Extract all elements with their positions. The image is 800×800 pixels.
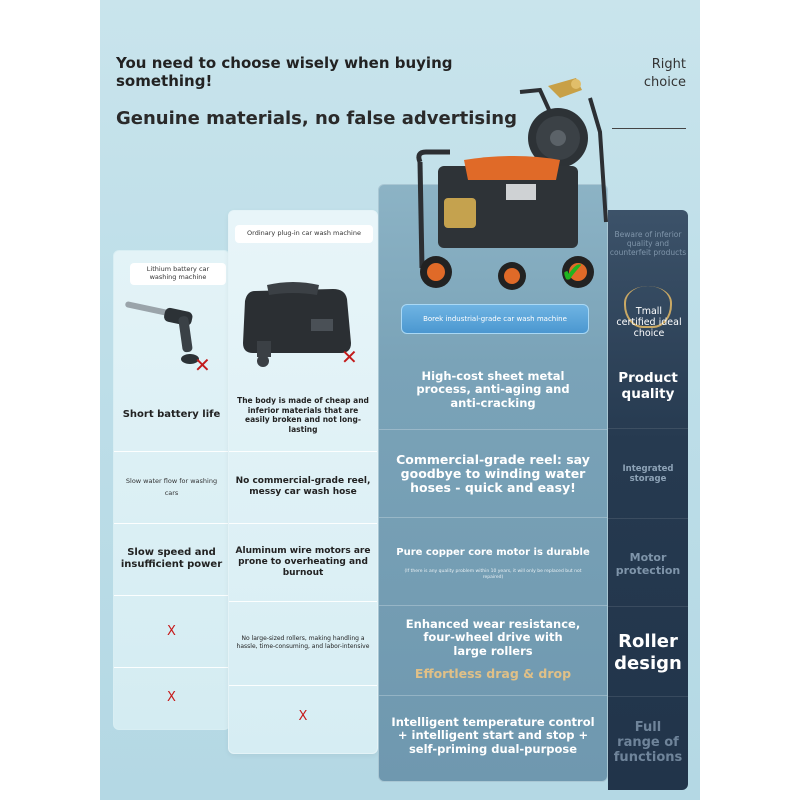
headline-genuine-materials: Genuine materials, no false advertising xyxy=(116,108,517,129)
borek-row-5: Intelligent temperature control + intelligent start and stop + self-priming dual-purpose xyxy=(391,714,595,756)
plugin-row-4: No large-sized rollers, making handling a hassle, time-consuming, and labor-intensive xyxy=(236,635,370,650)
background xyxy=(100,0,700,800)
feature-product-quality: Product quality xyxy=(618,370,678,402)
right-choice-label: Right choice xyxy=(643,57,686,90)
tmall-certified-label: Tmall certified ideal choice xyxy=(616,306,682,339)
borek-column-label: Borek industrial-grade car wash machine xyxy=(401,304,589,334)
features-column xyxy=(608,210,688,790)
lithium-column xyxy=(113,250,230,730)
beware-note: Beware of inferior quality and counterfeit products xyxy=(609,230,687,257)
lithium-row-3: Slow speed and insufficient power xyxy=(120,547,223,570)
lithium-row-4-x: X xyxy=(167,623,176,639)
row-divider xyxy=(608,696,688,697)
plugin-column xyxy=(228,210,378,754)
borek-row-2: Commercial-grade reel: say goodbye to winding water hoses - quick and easy! xyxy=(396,452,590,495)
lithium-column-label: Lithium battery car washing machine xyxy=(130,263,226,285)
plugin-column-label: Ordinary plug-in car wash machine xyxy=(235,225,373,243)
red-x-icon: ✕ xyxy=(341,345,358,369)
borek-row-4-highlight: Effortless drag & drop xyxy=(414,665,572,681)
red-x-icon: ✕ xyxy=(194,353,211,377)
plugin-row-2: No commercial-grade reel, messy car wash hose xyxy=(235,476,371,497)
borek-row-3: Pure copper core motor is durable xyxy=(396,546,590,558)
row-divider xyxy=(379,695,607,696)
row-divider xyxy=(379,605,607,606)
lithium-row-1: Short battery life xyxy=(122,409,221,420)
plugin-row-1: The body is made of cheap and inferior materials that are easily broken and not long-lasting xyxy=(237,396,369,434)
feature-full-range: Full range of functions xyxy=(613,719,683,765)
lithium-row-2: Slow water flow for washing cars xyxy=(125,477,218,497)
borek-row-4: Enhanced wear resistance, four-wheel drive with large rollers xyxy=(405,616,581,658)
feature-integrated-storage: Integrated storage xyxy=(622,464,674,484)
borek-row-3-note: (If there is any quality problem within 10 years, it will only be replaced but not repaired) xyxy=(404,569,582,580)
plugin-row-3: Aluminum wire motors are prone to overheating and burnout xyxy=(235,545,371,578)
feature-motor-protection: Motor protection xyxy=(615,551,681,577)
row-divider xyxy=(379,517,607,518)
row-divider xyxy=(608,428,688,429)
plugin-row-5-x: X xyxy=(298,708,308,724)
feature-roller-design: Roller design xyxy=(614,631,682,674)
headline-choose-wisely: You need to choose wisely when buying something! xyxy=(116,54,453,90)
green-check-icon: ✔ xyxy=(561,256,585,289)
right-choice-underline xyxy=(612,128,686,129)
row-divider xyxy=(379,429,607,430)
row-divider xyxy=(608,606,688,607)
row-divider xyxy=(608,518,688,519)
borek-row-1: High-cost sheet metal process, anti-aging and anti-cracking xyxy=(416,368,570,410)
lithium-row-5-x: X xyxy=(167,689,176,705)
